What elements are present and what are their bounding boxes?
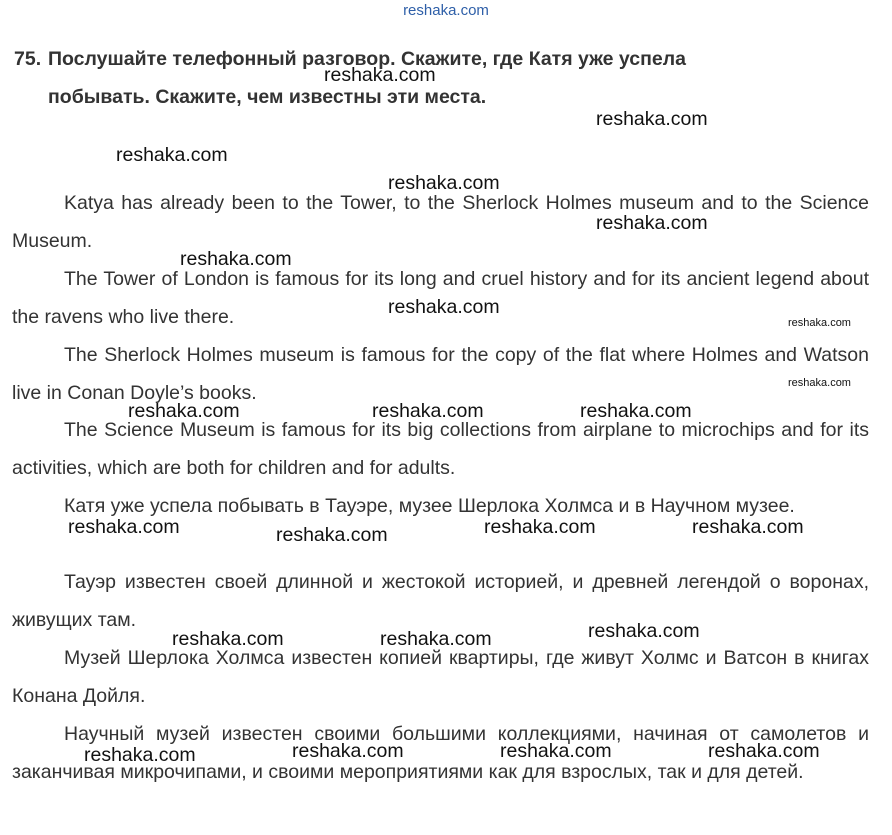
task-heading (14, 40, 874, 116)
watermark: reshaka.com (388, 172, 500, 194)
task-line-2: побывать. Скажите, чем известны эти места. (48, 86, 487, 108)
watermark: reshaka.com (708, 740, 820, 762)
watermark: reshaka.com (500, 740, 612, 762)
watermark: reshaka.com (116, 144, 228, 166)
answer-paragraph-ru-1: Катя уже успела побывать в Тауэре, музее Шерлока Холмса и в Научном музее. (64, 495, 795, 517)
watermark: reshaka.com (388, 296, 500, 318)
answer-paragraph-en-3: The Sherlock Holmes museum is famous for the copy of the flat where Holmes and Watson live in Conan Doyle’s books. (12, 344, 869, 404)
watermark: reshaka.com (180, 248, 292, 270)
watermark: reshaka.com (324, 64, 436, 86)
task-line-1: Послушайте телефонный разговор. Скажите, где Катя уже успела (48, 48, 686, 70)
watermark: reshaka.com (372, 400, 484, 422)
answer-paragraph-en-4: The Science Museum is famous for its big collections from airplane to microchips and for its activities, which are both for children and for adults. (12, 419, 869, 479)
watermark: reshaka.com (596, 212, 708, 234)
task-number: 75. (14, 48, 42, 70)
watermark: reshaka.com (172, 628, 284, 650)
watermark: reshaka.com (596, 108, 708, 130)
answer-paragraph-ru-3: Музей Шерлока Холмса известен копией квартиры, где живут Холмс и Ватсон в книгах Конана Дойля. (12, 647, 869, 707)
watermark: reshaka.com (588, 620, 700, 642)
answer-paragraph-en-1: Katya has already been to the Tower, to the Sherlock Holmes museum and to the Science Museum. (12, 192, 869, 252)
watermark: reshaka.com (276, 524, 388, 546)
watermark: reshaka.com (484, 516, 596, 538)
answer-paragraph-ru-4: Научный музей известен своими большими коллекциями, начиная от самолетов и заканчивая микрочипами, и своими мероприятиями как для взрослых, так и для детей. (12, 723, 869, 783)
watermark: reshaka.com (788, 317, 851, 329)
answer-paragraph-ru-2: Тауэр известен своей длинной и жестокой историей, и древней легендой о воронах, живущих там. (12, 571, 869, 631)
watermark: reshaka.com (84, 744, 196, 766)
watermark: reshaka.com (128, 400, 240, 422)
watermark: reshaka.com (68, 516, 180, 538)
site-watermark-top: reshaka.com (403, 2, 489, 19)
watermark: reshaka.com (380, 628, 492, 650)
answer-paragraph-en-2: The Tower of London is famous for its long and cruel history and for its ancient legend about the ravens who live there. (12, 268, 869, 328)
watermark: reshaka.com (692, 516, 804, 538)
watermark: reshaka.com (292, 740, 404, 762)
watermark: reshaka.com (580, 400, 692, 422)
watermark: reshaka.com (788, 377, 851, 389)
